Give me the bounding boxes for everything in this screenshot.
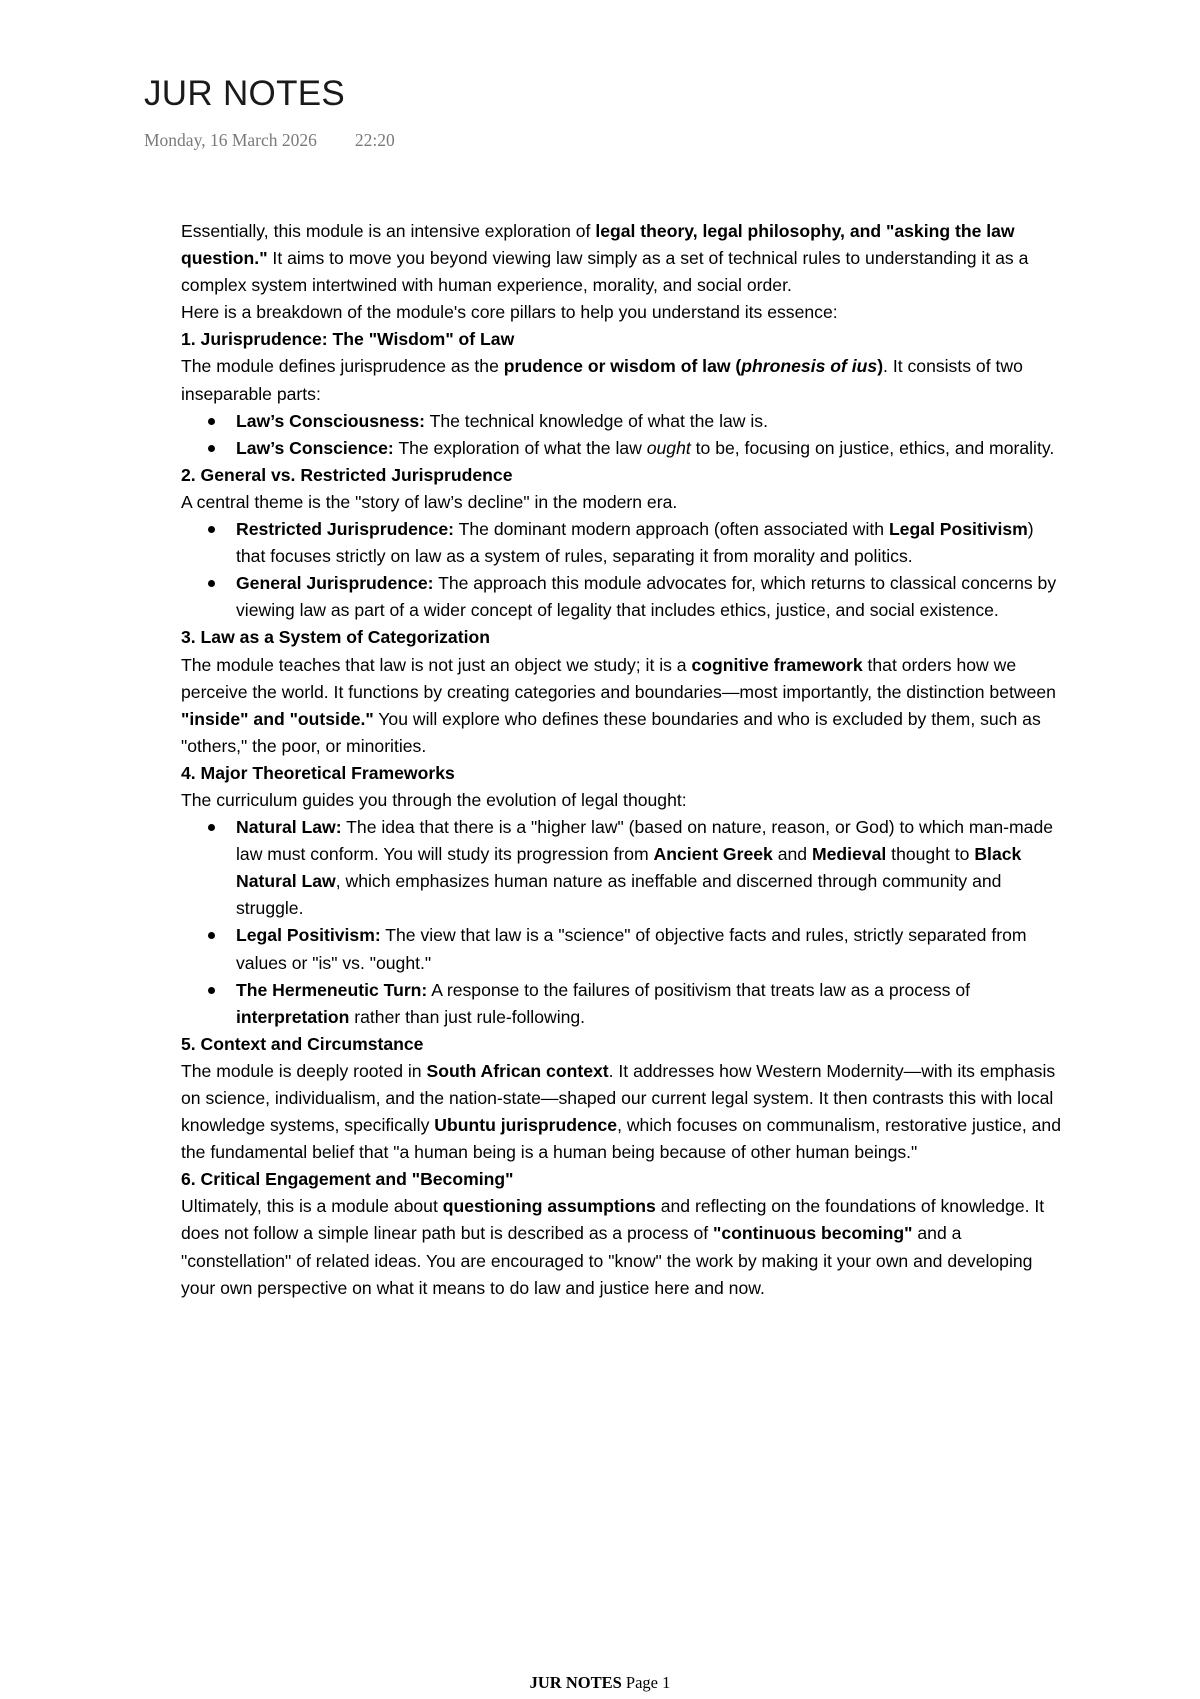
bullet-icon — [208, 824, 215, 831]
section-2-paragraph: A central theme is the "story of law’s decline" in the modern era. — [181, 491, 678, 512]
bold-run: "inside" and "outside." — [181, 708, 374, 729]
list-item-text: The technical knowledge of what the law is. — [425, 410, 768, 431]
list-item — [181, 570, 1061, 624]
bullet-icon — [208, 932, 215, 939]
text-run: . It addresses how Western Modernity—with its emphasis on science, individualism, and the nation-state—shaped our current legal system. It then contrasts this with local knowledge systems, specifically — [181, 1060, 1056, 1136]
bold-run: Ancient Greek — [653, 844, 773, 865]
section-heading-2 — [181, 462, 1061, 489]
list-item — [181, 922, 1061, 976]
intro-bold: legal theory, legal philosophy, and "asking the law question." — [181, 221, 1015, 269]
bold-run: Legal Positivism — [888, 519, 1028, 540]
list-item-label: Legal Positivism: — [236, 925, 381, 946]
footer-title: JUR NOTES — [529, 1673, 622, 1692]
bold-run: questioning assumptions — [442, 1196, 656, 1217]
footer-page-number: 1 — [662, 1673, 671, 1692]
section-4-paragraph: The curriculum guides you through the evolution of legal thought: — [181, 789, 687, 810]
page-time: 22:20 — [354, 130, 395, 150]
list-item-text: and — [772, 844, 812, 865]
list-item-text: thought to — [886, 844, 975, 865]
bullet-icon — [208, 445, 215, 452]
list-item — [181, 516, 1061, 570]
list-item-text: A response to the failures of positivism that treats law as a process of — [427, 979, 971, 1000]
section-heading-text: 1. Jurisprudence: The "Wisdom" of Law — [181, 329, 515, 350]
bold-run: Medieval — [811, 844, 887, 865]
text-run: , which focuses on communalism, restorative justice, and the fundamental belief that "a human being is a human being because of other human beings." — [181, 1115, 1062, 1163]
bullet-icon — [208, 526, 215, 533]
list-item-label: Natural Law: — [236, 817, 342, 838]
text-run: You will explore who defines these boundaries and who is excluded by them, such as "others," the poor, or minorities. — [181, 708, 1041, 756]
section-6-paragraph — [181, 1193, 1061, 1301]
section-heading-text: 3. Law as a System of Categorization — [181, 627, 490, 648]
text-run: The module is deeply rooted in — [181, 1060, 427, 1081]
bold-run: prudence or wisdom of law ( — [503, 356, 742, 377]
bullet-icon — [208, 580, 215, 587]
list-item — [181, 408, 1061, 435]
note-body — [181, 218, 1061, 1302]
bold-run: interpretation — [236, 1006, 350, 1027]
section-heading-text: 2. General vs. Restricted Jurisprudence — [181, 464, 513, 485]
page-date: Monday, 16 March 2026 — [144, 130, 317, 150]
section-heading-3 — [181, 624, 1061, 651]
intro-text-2: It aims to move you beyond viewing law simply as a set of technical rules to understanding it as a complex system intertwined with human experience, morality, and social order. — [181, 248, 1029, 296]
lead-paragraph: Here is a breakdown of the module's core pillars to help you understand its essence: — [181, 302, 838, 323]
list-item-text: , which emphasizes human nature as ineffable and discerned through community and struggle. — [236, 871, 1002, 919]
section-4-list — [181, 814, 1061, 1031]
list-item — [181, 814, 1061, 922]
list-item-text: to be, focusing on justice, ethics, and morality. — [690, 437, 1055, 458]
list-item-text: The approach this module advocates for, which returns to classical concerns by viewing law as part of a wider concept of legality that includes ethics, justice, and social existence. — [236, 573, 1057, 621]
page-footer — [0, 1673, 1200, 1693]
section-heading-4 — [181, 760, 1061, 787]
bold-run: cognitive framework — [691, 654, 863, 675]
bold-run: South African context — [426, 1060, 609, 1081]
bold-run: Ubuntu jurisprudence — [434, 1115, 618, 1136]
section-heading-text: 4. Major Theoretical Frameworks — [181, 762, 455, 783]
text-run: that orders how we perceive the world. It functions by creating categories and boundaries—most importantly, the distinction between — [181, 654, 1056, 702]
section-heading-1 — [181, 326, 1061, 353]
bold-italic-run: phronesis of ius — [741, 356, 878, 377]
intro-text: Essentially, this module is an intensive exploration of — [181, 221, 596, 241]
text-run: . It consists of two inseparable parts: — [181, 356, 1023, 404]
text-run: and reflecting on the foundations of knowledge. It does not follow a simple linear path but is described as a process of — [181, 1196, 1045, 1244]
list-item-text: The exploration of what the law — [393, 437, 647, 458]
section-heading-6 — [181, 1166, 1061, 1193]
page-meta — [144, 130, 395, 151]
section-heading-text: 5. Context and Circumstance — [181, 1033, 424, 1054]
text-run: The module teaches that law is not just an object we study; it is a — [181, 654, 692, 675]
footer-page-word: Page — [625, 1673, 658, 1692]
bold-run: ) — [877, 356, 884, 377]
section-heading-5 — [181, 1031, 1061, 1058]
list-item-text: The dominant modern approach (often associated with — [454, 519, 889, 540]
list-item-text: The view that law is a "science" of objective facts and rules, strictly separated from values or "is" vs. "ought." — [236, 925, 1027, 973]
bold-run: Black Natural Law — [236, 844, 1022, 892]
list-item-label: Law’s Conscience: — [236, 437, 394, 458]
text-run: The module defines jurisprudence as the — [181, 356, 504, 377]
text-run: and a "constellation" of related ideas. You are encouraged to "know" the work by making it your own and developing your own perspective on what it means to do law and justice here and now. — [181, 1223, 1033, 1298]
text-run: Ultimately, this is a module about — [181, 1196, 443, 1217]
list-item-text: rather than just rule-following. — [349, 1006, 586, 1027]
section-1-paragraph — [181, 353, 1061, 407]
bold-run: "continuous becoming" — [713, 1223, 913, 1244]
section-1-list — [181, 408, 1061, 462]
section-heading-text: 6. Critical Engagement and "Becoming" — [181, 1169, 514, 1190]
list-item-label: Law’s Consciousness: — [236, 410, 426, 431]
list-item-label: General Jurisprudence: — [236, 573, 434, 594]
italic-run: ought — [646, 437, 691, 458]
bullet-icon — [208, 987, 215, 994]
list-item-text: The idea that there is a "higher law" (based on nature, reason, or God) to which man-made law must conform. You will study its progression from — [236, 817, 1054, 865]
page-title: JUR NOTES — [144, 74, 346, 113]
section-5-paragraph — [181, 1058, 1061, 1166]
section-3-paragraph — [181, 652, 1061, 760]
list-item-label: The Hermeneutic Turn: — [236, 979, 428, 1000]
list-item — [181, 435, 1061, 462]
list-item — [181, 977, 1061, 1031]
list-item-label: Restricted Jurisprudence: — [236, 519, 455, 540]
intro-paragraph — [181, 218, 1061, 299]
section-2-list — [181, 516, 1061, 624]
bullet-icon — [208, 418, 215, 425]
list-item-text: ) that focuses strictly on law as a system of rules, separating it from morality and politics. — [236, 519, 1034, 567]
